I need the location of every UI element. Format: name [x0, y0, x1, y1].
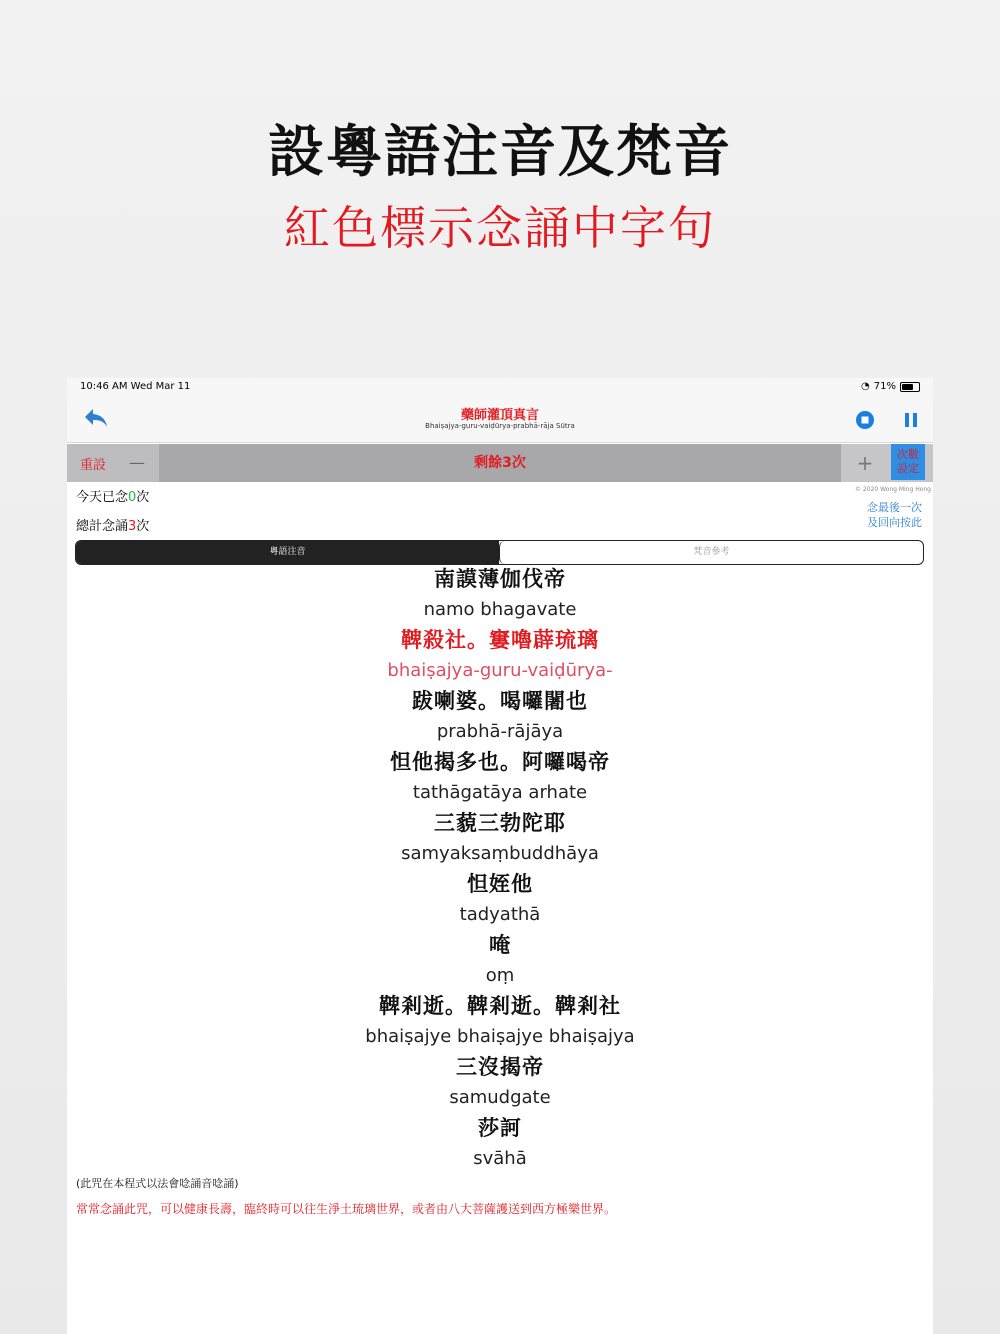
final-recitation-button[interactable]: [867, 500, 922, 530]
verse-sanskrit: samudgate: [449, 1087, 551, 1108]
promo-title: 設粵語注音及梵音: [268, 120, 732, 185]
verse-chinese: 鞞剎逝。鞞剎逝。鞞剎社: [379, 994, 621, 1018]
verse-sanskrit: tadyathā: [459, 904, 541, 925]
verse-chinese: 唵: [489, 933, 511, 957]
verse-sanskrit: bhaiṣajya-guru-vaiḍūrya-: [387, 660, 613, 681]
pronunciation-segmented-control: [75, 540, 924, 565]
remaining-count: 剩餘3次: [159, 444, 841, 482]
verse-chinese: 怛姪他: [467, 872, 533, 896]
battery-level: [902, 384, 913, 390]
verse-sanskrit: namo bhagavate: [423, 599, 577, 620]
verse-chinese: 三藐三勃陀耶: [434, 811, 566, 835]
page-title: 藥師灌頂真言: [460, 408, 539, 423]
total-count: [76, 515, 149, 534]
minus-icon[interactable]: —: [129, 453, 145, 472]
total-value: 3: [128, 519, 137, 534]
promo-subtitle: 紅色標示念誦中字句: [284, 201, 716, 255]
status-bar: [67, 378, 933, 396]
battery-icon: [900, 382, 920, 392]
verse-sanskrit: svāhā: [473, 1148, 527, 1169]
recitation-note: (此咒在本程式以法會唸誦音唸誦): [76, 1177, 239, 1190]
tab-sanskrit[interactable]: 梵音參考: [499, 541, 923, 564]
today-suffix: 次: [136, 490, 150, 505]
page-subtitle: Bhaiṣajya-guru-vaiḍūrya-prabhā-rāja Sūtra: [425, 422, 575, 430]
pause-icon[interactable]: [901, 410, 921, 430]
battery-percent: 71%: [873, 381, 896, 392]
verse-sanskrit: bhaiṣajye bhaiṣajye bhaiṣajya: [365, 1026, 635, 1047]
verse-chinese: 怛他揭多也。阿囉喝帝: [390, 750, 610, 774]
final-recitation-label-1: 念最後一次: [867, 501, 922, 514]
counter-bar: [67, 444, 933, 482]
verse-chinese: 三沒揭帝: [456, 1055, 544, 1079]
verse-chinese: 南謨薄伽伐帝: [434, 567, 566, 591]
verse-sanskrit: samyaksaṃbuddhāya: [401, 843, 599, 864]
today-count: [76, 486, 149, 505]
verse-sanskrit: oṃ: [485, 965, 515, 986]
verse-chinese: 跋喇婆。喝囉闍也: [412, 689, 588, 713]
wifi-icon: ◔: [861, 381, 870, 392]
verse-chinese: 鞞殺社。窶嚕薜琉璃: [401, 628, 599, 652]
status-time: 10:46 AM Wed Mar 11: [80, 381, 191, 392]
total-suffix: 次: [136, 519, 150, 534]
verse-sanskrit: prabhā-rājāya: [436, 721, 564, 742]
benefit-text: 常常念誦此咒，可以健康長壽，臨終時可以往生淨土琉璃世界，或者由八大菩薩護送到西方極樂世界。: [76, 1202, 617, 1216]
navigation-bar: [67, 396, 933, 443]
status-indicators: [861, 381, 920, 392]
tab-cantonese[interactable]: 粵語注音: [76, 541, 499, 564]
verse-sanskrit: tathāgatāya arhate: [412, 782, 588, 803]
times-settings-button[interactable]: 次數 設定: [891, 444, 925, 480]
copyright-text: © 2020 Wong Ming Hong: [854, 486, 931, 493]
stop-circle-icon[interactable]: [855, 410, 875, 430]
total-prefix: 總計念誦: [76, 519, 129, 534]
verse-chinese: 莎訶: [478, 1116, 522, 1140]
today-value: 0: [128, 490, 137, 505]
reset-label: 重設: [80, 458, 107, 473]
reset-button[interactable]: [67, 444, 159, 482]
plus-button[interactable]: +: [841, 444, 889, 482]
final-recitation-label-2: 及回向按此: [867, 516, 922, 529]
verse-list: [67, 564, 933, 1174]
today-prefix: 今天已念: [76, 490, 129, 505]
app-screen: [67, 378, 933, 1334]
